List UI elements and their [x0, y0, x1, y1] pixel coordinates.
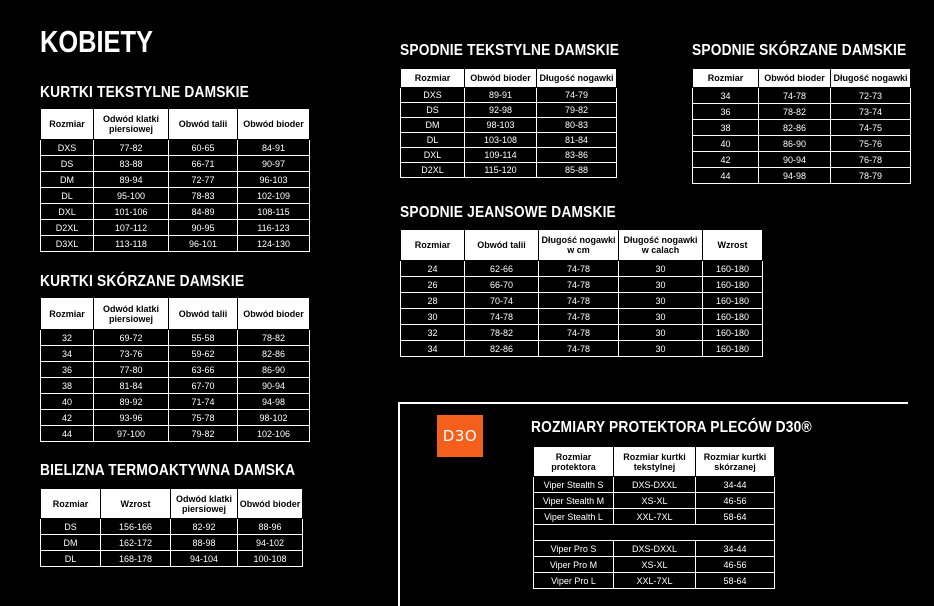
- thermo-underwear-table: [40, 488, 303, 567]
- table-cell: 42: [41, 410, 94, 426]
- table-cell: 94-98: [238, 394, 310, 410]
- jackets-textile-table: [40, 108, 310, 252]
- table-cell: 89-91: [465, 88, 537, 103]
- table-cell: 94-98: [759, 168, 831, 184]
- table-row: [534, 477, 775, 493]
- jackets-textile-title: KURTKI TEKSTYLNE DAMSKIE: [40, 84, 250, 101]
- table-row: [693, 88, 911, 104]
- table-cell: 82-92: [171, 519, 238, 535]
- table-cell: 34: [401, 341, 465, 357]
- table-cell: 36: [693, 104, 759, 120]
- table-cell: 74-78: [539, 277, 619, 293]
- table-cell: 85-88: [537, 163, 617, 178]
- table-cell: 74-78: [539, 293, 619, 309]
- pants-textile-title: SPODNIE TEKSTYLNE DAMSKIE: [400, 42, 620, 59]
- column-header: Rozmiar: [693, 69, 759, 88]
- table-cell: 90-97: [238, 156, 310, 172]
- table-cell: 102-109: [238, 188, 310, 204]
- table-cell: 100-108: [238, 551, 303, 567]
- table-cell: 97-100: [94, 426, 169, 442]
- table-cell: 74-78: [465, 309, 539, 325]
- table-cell: 70-74: [465, 293, 539, 309]
- table-cell: 46-56: [696, 557, 775, 573]
- table-cell: 38: [693, 120, 759, 136]
- pants-jeans-table: [400, 229, 763, 357]
- divider-vertical: [398, 402, 400, 606]
- table-cell: 82-86: [465, 341, 539, 357]
- pants-textile-table: [400, 68, 617, 178]
- column-header: Rozmiar kurtki tekstylnej: [614, 447, 696, 477]
- table-cell: 60-65: [169, 140, 238, 156]
- table-row: [41, 236, 310, 252]
- table-row: [401, 163, 617, 178]
- table-row: [401, 148, 617, 163]
- column-header: Obwód bioder: [759, 69, 831, 88]
- table-cell: 88-96: [238, 519, 303, 535]
- table-row: [534, 573, 775, 589]
- table-cell: 90-95: [169, 220, 238, 236]
- table-cell: 24: [401, 261, 465, 277]
- table-cell: 32: [41, 330, 94, 346]
- table-row: [41, 220, 310, 236]
- table-row: [41, 519, 303, 535]
- table-row: [41, 346, 310, 362]
- table-cell: DL: [41, 188, 94, 204]
- table-cell: DL: [401, 133, 465, 148]
- table-cell: Viper Stealth M: [534, 493, 614, 509]
- table-cell: 86-90: [238, 362, 310, 378]
- table-cell: DM: [41, 535, 101, 551]
- table-cell: 30: [619, 309, 703, 325]
- table-cell: XS-XL: [614, 557, 696, 573]
- table-row: [41, 156, 310, 172]
- table-row: [534, 509, 775, 525]
- table-cell: DS: [41, 519, 101, 535]
- pants-leather-title: SPODNIE SKÓRZANE DAMSKIE: [692, 42, 907, 59]
- table-cell: 30: [619, 325, 703, 341]
- table-row: [41, 535, 303, 551]
- table-cell: 78-82: [759, 104, 831, 120]
- table-cell: 46-56: [696, 493, 775, 509]
- table-cell: 74-78: [539, 261, 619, 277]
- table-cell: 160-180: [703, 341, 763, 357]
- table-cell: 86-90: [759, 136, 831, 152]
- column-header: Odwód klatki piersiowej: [94, 109, 169, 140]
- table-header-row: [41, 109, 310, 140]
- table-row: [401, 293, 763, 309]
- table-row: [534, 557, 775, 573]
- table-cell: 96-103: [238, 172, 310, 188]
- table-cell: 102-106: [238, 426, 310, 442]
- table-cell: 32: [401, 325, 465, 341]
- d3o-logo: D3O: [437, 415, 483, 457]
- table-cell: 160-180: [703, 277, 763, 293]
- table-cell: 34-44: [696, 477, 775, 493]
- column-header: Wzrost: [101, 489, 171, 519]
- table-cell: 98-102: [238, 410, 310, 426]
- table-cell: 67-70: [169, 378, 238, 394]
- table-cell: 82-86: [759, 120, 831, 136]
- protector-title: ROZMIARY PROTEKTORA PLECÓW D30®: [531, 419, 812, 436]
- page-title: KOBIETY: [40, 24, 153, 59]
- table-cell: 84-89: [169, 204, 238, 220]
- table-header-row: [401, 230, 763, 261]
- column-header: Długość nogawki: [831, 69, 911, 88]
- table-cell: DXS-DXXL: [614, 477, 696, 493]
- jackets-leather-title: KURTKI SKÓRZANE DAMSKIE: [40, 273, 245, 290]
- column-header: Rozmiar protektora: [534, 447, 614, 477]
- table-row: [41, 140, 310, 156]
- table-cell: 160-180: [703, 309, 763, 325]
- table-cell: 62-66: [465, 261, 539, 277]
- table-row: [41, 362, 310, 378]
- table-row: [401, 118, 617, 133]
- table-cell: 40: [41, 394, 94, 410]
- table-cell: DM: [41, 172, 94, 188]
- table-cell: 78-82: [238, 330, 310, 346]
- table-row: [693, 120, 911, 136]
- table-cell: 168-178: [101, 551, 171, 567]
- table-cell: 89-94: [94, 172, 169, 188]
- column-header: Rozmiar kurtki skórzanej: [696, 447, 775, 477]
- table-cell: 108-115: [238, 204, 310, 220]
- table-cell: DXL: [41, 204, 94, 220]
- table-row: [41, 188, 310, 204]
- table-cell: 78-82: [465, 325, 539, 341]
- table-header-row: [41, 298, 310, 330]
- table-row: [693, 136, 911, 152]
- table-row: [401, 325, 763, 341]
- table-cell: 66-70: [465, 277, 539, 293]
- table-row: [401, 103, 617, 118]
- jackets-leather-table: [40, 297, 310, 442]
- table-cell: 34-44: [696, 541, 775, 557]
- table-cell: 109-114: [465, 148, 537, 163]
- table-cell: 107-112: [94, 220, 169, 236]
- table-cell: 92-98: [465, 103, 537, 118]
- table-spacer-row: [534, 525, 775, 541]
- table-cell: 162-172: [101, 535, 171, 551]
- table-cell: 34: [41, 346, 94, 362]
- table-cell: 76-78: [831, 152, 911, 168]
- table-cell: 55-58: [169, 330, 238, 346]
- column-header: Rozmiar: [401, 230, 465, 261]
- column-header: Długość nogawki: [537, 69, 617, 88]
- table-cell: 81-84: [94, 378, 169, 394]
- table-cell: 75-76: [831, 136, 911, 152]
- table-row: [693, 104, 911, 120]
- table-cell: D3XL: [41, 236, 94, 252]
- table-row: [401, 341, 763, 357]
- table-cell: DS: [41, 156, 94, 172]
- table-row: [41, 426, 310, 442]
- column-header: Obwód talii: [169, 298, 238, 330]
- table-cell: 30: [619, 261, 703, 277]
- table-cell: 83-86: [537, 148, 617, 163]
- divider-horizontal: [398, 402, 908, 404]
- table-row: [693, 168, 911, 184]
- table-cell: 72-73: [831, 88, 911, 104]
- table-cell: 116-123: [238, 220, 310, 236]
- table-cell: XS-XL: [614, 493, 696, 509]
- column-header: Obwód talii: [465, 230, 539, 261]
- table-cell: 93-96: [94, 410, 169, 426]
- table-cell: Viper Stealth L: [534, 509, 614, 525]
- table-cell: 94-104: [171, 551, 238, 567]
- table-cell: 113-118: [94, 236, 169, 252]
- table-spacer-cell: [534, 525, 775, 541]
- table-row: [41, 172, 310, 188]
- table-cell: 103-108: [465, 133, 537, 148]
- table-cell: 59-62: [169, 346, 238, 362]
- table-cell: 77-80: [94, 362, 169, 378]
- column-header: Rozmiar: [401, 69, 465, 88]
- table-row: [41, 378, 310, 394]
- table-cell: 124-130: [238, 236, 310, 252]
- table-cell: 78-79: [831, 168, 911, 184]
- table-cell: 83-88: [94, 156, 169, 172]
- table-cell: 156-166: [101, 519, 171, 535]
- table-header-row: [534, 447, 775, 477]
- table-cell: 74-78: [539, 325, 619, 341]
- column-header: Obwód talii: [169, 109, 238, 140]
- column-header: Obwód bioder: [238, 109, 310, 140]
- table-cell: 73-76: [94, 346, 169, 362]
- protector-table: [533, 446, 775, 589]
- table-cell: 78-83: [169, 188, 238, 204]
- table-cell: Viper Stealth S: [534, 477, 614, 493]
- column-header: Rozmiar: [41, 298, 94, 330]
- table-cell: Viper Pro M: [534, 557, 614, 573]
- table-cell: XXL-7XL: [614, 509, 696, 525]
- table-row: [693, 152, 911, 168]
- table-cell: 74-78: [759, 88, 831, 104]
- column-header: Długość nogawki w cm: [539, 230, 619, 261]
- table-cell: 26: [401, 277, 465, 293]
- table-cell: 82-86: [238, 346, 310, 362]
- table-cell: 79-82: [169, 426, 238, 442]
- table-cell: 115-120: [465, 163, 537, 178]
- table-cell: 69-72: [94, 330, 169, 346]
- table-cell: DXL: [401, 148, 465, 163]
- table-cell: 94-102: [238, 535, 303, 551]
- column-header: Obwód bioder: [238, 298, 310, 330]
- table-cell: 95-100: [94, 188, 169, 204]
- table-cell: 72-77: [169, 172, 238, 188]
- table-cell: 160-180: [703, 261, 763, 277]
- table-header-row: [693, 69, 911, 88]
- table-cell: 30: [619, 277, 703, 293]
- table-cell: 160-180: [703, 293, 763, 309]
- column-header: Odwód klatki piersiowej: [94, 298, 169, 330]
- pants-leather-table: [692, 68, 911, 184]
- table-cell: 160-180: [703, 325, 763, 341]
- table-cell: 74-78: [539, 341, 619, 357]
- table-cell: 81-84: [537, 133, 617, 148]
- table-row: [41, 330, 310, 346]
- table-cell: 28: [401, 293, 465, 309]
- table-cell: DM: [401, 118, 465, 133]
- table-cell: 58-64: [696, 573, 775, 589]
- table-cell: Viper Pro S: [534, 541, 614, 557]
- column-header: Obwód bioder: [465, 69, 537, 88]
- column-header: Długość nogawki w calach: [619, 230, 703, 261]
- table-cell: 38: [41, 378, 94, 394]
- table-cell: 74-78: [539, 309, 619, 325]
- table-cell: 34: [693, 88, 759, 104]
- table-cell: 71-74: [169, 394, 238, 410]
- table-header-row: [401, 69, 617, 88]
- table-cell: D2XL: [401, 163, 465, 178]
- pants-jeans-title: SPODNIE JEANSOWE DAMSKIE: [400, 204, 616, 221]
- table-cell: 74-79: [537, 88, 617, 103]
- table-cell: Viper Pro L: [534, 573, 614, 589]
- table-row: [401, 88, 617, 103]
- table-row: [41, 551, 303, 567]
- table-cell: 40: [693, 136, 759, 152]
- table-cell: 98-103: [465, 118, 537, 133]
- table-cell: 84-91: [238, 140, 310, 156]
- table-cell: 58-64: [696, 509, 775, 525]
- table-cell: 79-82: [537, 103, 617, 118]
- table-cell: 44: [41, 426, 94, 442]
- table-cell: 74-75: [831, 120, 911, 136]
- table-cell: 66-71: [169, 156, 238, 172]
- table-row: [401, 261, 763, 277]
- table-row: [41, 204, 310, 220]
- table-row: [41, 394, 310, 410]
- table-row: [401, 309, 763, 325]
- table-cell: 90-94: [238, 378, 310, 394]
- table-cell: 73-74: [831, 104, 911, 120]
- table-cell: DXS: [41, 140, 94, 156]
- column-header: Wzrost: [703, 230, 763, 261]
- table-cell: 96-101: [169, 236, 238, 252]
- table-row: [401, 133, 617, 148]
- table-cell: 90-94: [759, 152, 831, 168]
- table-cell: 63-66: [169, 362, 238, 378]
- table-cell: DL: [41, 551, 101, 567]
- table-cell: 77-82: [94, 140, 169, 156]
- table-cell: 88-98: [171, 535, 238, 551]
- table-cell: 30: [619, 293, 703, 309]
- table-row: [401, 277, 763, 293]
- table-cell: XXL-7XL: [614, 573, 696, 589]
- column-header: Rozmiar: [41, 489, 101, 519]
- table-cell: D2XL: [41, 220, 94, 236]
- column-header: Rozmiar: [41, 109, 94, 140]
- table-header-row: [41, 489, 303, 519]
- table-cell: 80-83: [537, 118, 617, 133]
- column-header: Obwód bioder: [238, 489, 303, 519]
- table-cell: 42: [693, 152, 759, 168]
- table-cell: 36: [41, 362, 94, 378]
- table-cell: 44: [693, 168, 759, 184]
- table-cell: DS: [401, 103, 465, 118]
- column-header: Odwód klatki piersiowej: [171, 489, 238, 519]
- table-row: [534, 493, 775, 509]
- table-cell: 30: [401, 309, 465, 325]
- table-cell: 30: [619, 341, 703, 357]
- table-cell: 101-106: [94, 204, 169, 220]
- table-cell: DXS-DXXL: [614, 541, 696, 557]
- table-cell: DXS: [401, 88, 465, 103]
- thermo-underwear-title: BIELIZNA TERMOAKTYWNA DAMSKA: [40, 462, 296, 479]
- table-cell: 75-78: [169, 410, 238, 426]
- table-row: [41, 410, 310, 426]
- table-row: [534, 541, 775, 557]
- table-cell: 89-92: [94, 394, 169, 410]
